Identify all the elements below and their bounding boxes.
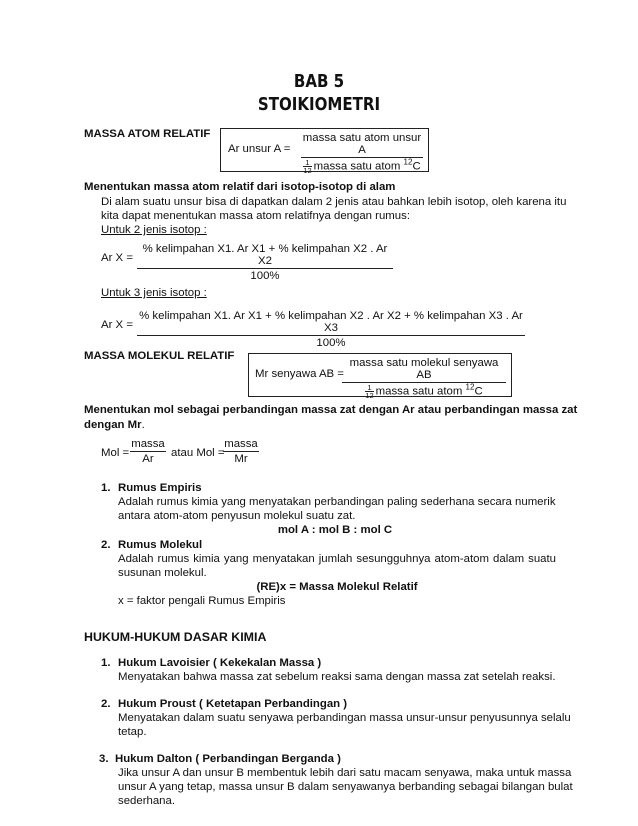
three-isotope-numerator: % kelimpahan X1. Ar X1 + % kelimpahan X2 . Ar X2 + % kelimpahan X3 . Ar X3 (137, 310, 525, 336)
item1-line2: antara atom-atom penyusun molekul suatu zat. (118, 510, 356, 522)
hukum3-line1: Jika unsur A dan unsur B membentuk lebih dari satu macam senyawa, maka untuk massa (118, 767, 572, 779)
mr-formula-box (248, 353, 512, 400)
mol-fraction-ar-numerator: massa (131, 438, 165, 450)
item2-line1: Adalah rumus kimia yang menyatakan jumlah sesungguhnya atom-atom dalam suatu (118, 553, 556, 565)
mol-atau: atau Mol = (171, 447, 225, 459)
mr-numerator: massa satu molekul senyawa AB (342, 357, 506, 383)
chapter-subtitle: STOIKIOMETRI (257, 95, 381, 115)
mr-formula-lhs: Mr senyawa AB = (255, 368, 344, 380)
three-isotope-label: Untuk 3 jenis isotop : (101, 287, 207, 299)
item2-line2: susunan molekul. (118, 567, 207, 579)
two-isotope-numerator: % kelimpahan X1. Ar X1 + % kelimpahan X2 . Ar X2 (137, 243, 393, 269)
hukum1-line1: Menyatakan bahwa massa zat sebelum reaksi sama dengan massa zat setelah reaksi. (118, 671, 556, 683)
hukum3-title: Hukum Dalton ( Perbandingan Berganda ) (115, 753, 341, 765)
three-isotope-denominator: 100% (316, 337, 346, 349)
item1-line1: Adalah rumus kimia yang menyatakan perbandingan paling sederhana secara numerik (118, 496, 556, 508)
two-isotope-lhs: Ar X = (101, 252, 133, 264)
hukum2-number: 2. (101, 698, 111, 710)
hukum2-title: Hukum Proust ( Ketetapan Perbandingan ) (118, 698, 348, 710)
item1-formula: mol A : mol B : mol C (277, 524, 393, 536)
hukum3-number: 3. (99, 753, 109, 765)
hukum3-line2: unsur A yang tetap, massa unsur B dalam senyawanya berbanding sebagai bilangan bulat (118, 781, 573, 793)
item2-number: 2. (101, 539, 111, 551)
three-isotope-lhs: Ar X = (101, 319, 133, 331)
hukum1-number: 1. (101, 657, 111, 669)
item2-title: Rumus Molekul (118, 539, 203, 551)
chapter-title: BAB 5 (293, 72, 345, 92)
hukum2-line2: tetap. (118, 726, 147, 738)
two-isotope-label: Untuk 2 jenis isotop : (101, 224, 207, 236)
ar-numerator: massa satu atom unsur A (302, 132, 422, 156)
mol-lhs: Mol = (101, 447, 130, 459)
ar-formula-lhs: Ar unsur A = (228, 143, 291, 155)
isotope-paragraph-line2: kita dapat menentukan massa atom relatifnya dengan rumus: (101, 210, 410, 222)
mol-heading-line2: dengan Mr. (84, 419, 145, 431)
three-isotope-fraction (137, 310, 525, 349)
two-isotope-denominator: 100% (250, 270, 280, 282)
mol-fraction-ar (130, 438, 166, 465)
mr-denominator: $\frac{1}{12}$ massa satu atom $^{12}$C (365, 382, 483, 400)
isotope-paragraph-line1: Di alam suatu unsur bisa di dapatkan dalam 2 jenis atau bahkan lebih isotop, oleh karena itu (101, 196, 567, 208)
hukum1-title: Hukum Lavoisier ( Kekekalan Massa ) (118, 657, 322, 669)
hukum-heading: HUKUM-HUKUM DASAR KIMIA (84, 630, 267, 644)
two-isotope-fraction (137, 243, 393, 282)
mr-heading: MASSA MOLEKUL RELATIF (84, 350, 235, 362)
hukum2-line1: Menyatakan dalam suatu senyawa perbandingan massa unsur-unsur penyusunnya selalu (118, 712, 571, 724)
mol-fraction-mr-denominator: Mr (234, 453, 248, 465)
item2-extra: x = faktor pengali Rumus Empiris (118, 595, 286, 607)
ar-fraction (301, 132, 423, 174)
mol-heading-line1: Menentukan mol sebagai perbandingan massa zat dengan Ar atau perbandingan massa zat (84, 404, 578, 416)
mol-fraction-mr (223, 438, 259, 465)
ar-heading: MASSA ATOM RELATIF (84, 128, 211, 140)
isotope-heading: Menentukan massa atom relatif dari isotop-isotop di alam (84, 181, 396, 193)
ar-denominator: $\frac{1}{12}$ massa satu atom $^{12}$C (303, 157, 421, 175)
item1-number: 1. (101, 482, 111, 494)
mol-fraction-mr-numerator: massa (224, 438, 258, 450)
mr-fraction (342, 357, 506, 399)
mol-fraction-ar-denominator: Ar (142, 453, 154, 465)
item2-formula: (RE)x = Massa Molekul Relatif (256, 581, 418, 593)
ar-formula-box (220, 128, 429, 175)
item1-title: Rumus Empiris (118, 482, 202, 494)
hukum3-line3: sederhana. (118, 795, 175, 807)
